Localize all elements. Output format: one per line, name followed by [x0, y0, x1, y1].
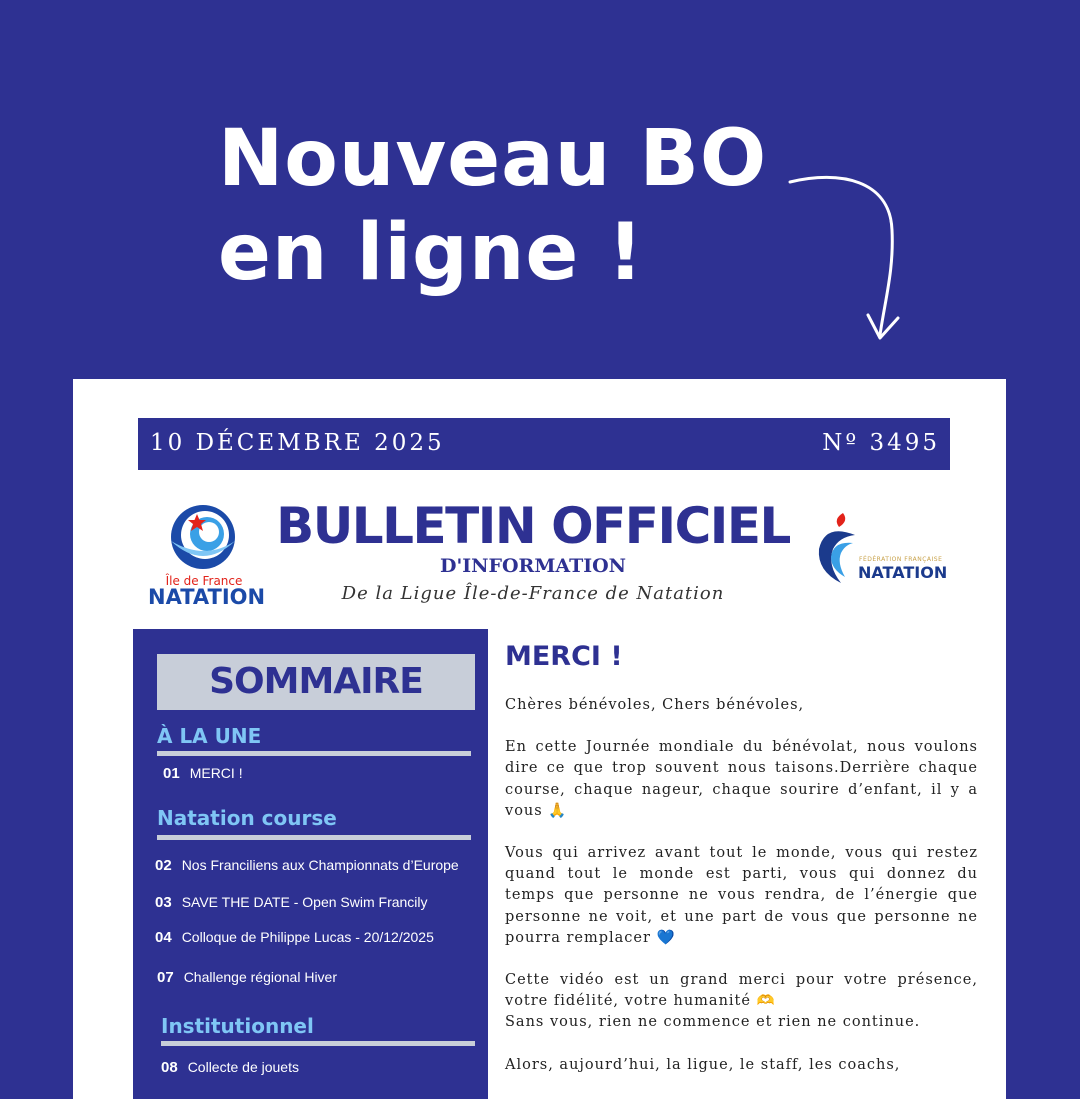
section-title-institutionnel: Institutionnel	[161, 1014, 314, 1038]
article-paragraph: En cette Journée mondiale du bénévolat, nous voulons dire ce que trop souvent nous taisons.Derrière chaque course, chaque nageur, chaque sourire d’enfant, il y a vous 🙏	[505, 739, 978, 819]
headline-line-1: Nouveau BO	[218, 114, 768, 204]
bulletin-page	[73, 379, 1006, 1099]
bulletin-title: BULLETIN OFFICIEL	[276, 497, 790, 555]
sommaire-item-04[interactable]: 04 Colloque de Philippe Lucas - 20/12/2025	[155, 929, 434, 946]
headline-line-2: en ligne !	[218, 208, 645, 298]
section-divider	[161, 1041, 475, 1046]
section-divider	[157, 751, 471, 756]
curved-arrow-icon	[780, 170, 920, 350]
bulletin-tagline: De la Ligue Île-de-France de Natation	[341, 583, 725, 604]
sommaire-item-08[interactable]: 08 Collecte de jouets	[161, 1059, 299, 1076]
headline	[218, 112, 767, 300]
ile-de-france-natation-logo	[148, 501, 266, 611]
bulletin-issue-number: Nº 3495	[822, 430, 940, 456]
sommaire-item-03[interactable]: 03 SAVE THE DATE - Open Swim Francily	[155, 894, 428, 911]
date-band	[138, 418, 950, 470]
bulletin-subtitle: D'INFORMATION	[439, 555, 627, 577]
article-title: MERCI !	[505, 641, 623, 672]
article-paragraph: Cette vidéo est un grand merci pour votre présence, votre fidélité, votre humanité 🫶	[505, 972, 978, 1010]
logo-right-line-1: FÉDÉRATION FRANÇAISE	[859, 556, 943, 563]
article-paragraph: Chères bénévoles, Chers bénévoles,	[505, 697, 805, 713]
section-title-natation-course: Natation course	[157, 806, 337, 830]
sommaire-panel	[133, 629, 488, 1099]
sommaire-title: SOMMAIRE	[157, 654, 475, 710]
logo-right-line-2: NATATION	[858, 563, 948, 582]
section-title-a-la-une: À LA UNE	[157, 724, 262, 748]
section-divider	[157, 835, 471, 840]
sommaire-item-07[interactable]: 07 Challenge régional Hiver	[157, 969, 337, 986]
ffn-natation-logo	[815, 509, 955, 589]
wave-logo-icon	[165, 501, 241, 573]
sommaire-item-01[interactable]: 01 MERCI !	[163, 765, 243, 782]
article-paragraph: Sans vous, rien ne commence et rien ne continue.	[505, 1014, 921, 1031]
article-paragraph: Alors, aujourd’hui, la ligue, le staff, les coachs,	[505, 1056, 901, 1073]
article-body	[505, 695, 978, 1097]
article-paragraph: Vous qui arrivez avant tout le monde, vous qui restez quand tout le monde est parti, vous qui donnez du temps que personne ne vous rendra, de l’énergie que personne ne voit, et une part de vous que personne ne pourra remplacer 💙	[505, 845, 978, 946]
logo-left-line-2: NATATION	[148, 585, 266, 609]
bulletin-date: 10 DÉCEMBRE 2025	[150, 430, 445, 456]
logo-left-line-1: Île de France	[165, 574, 243, 588]
sommaire-item-02[interactable]: 02 Nos Franciliens aux Championnats d’Europe	[155, 857, 459, 874]
